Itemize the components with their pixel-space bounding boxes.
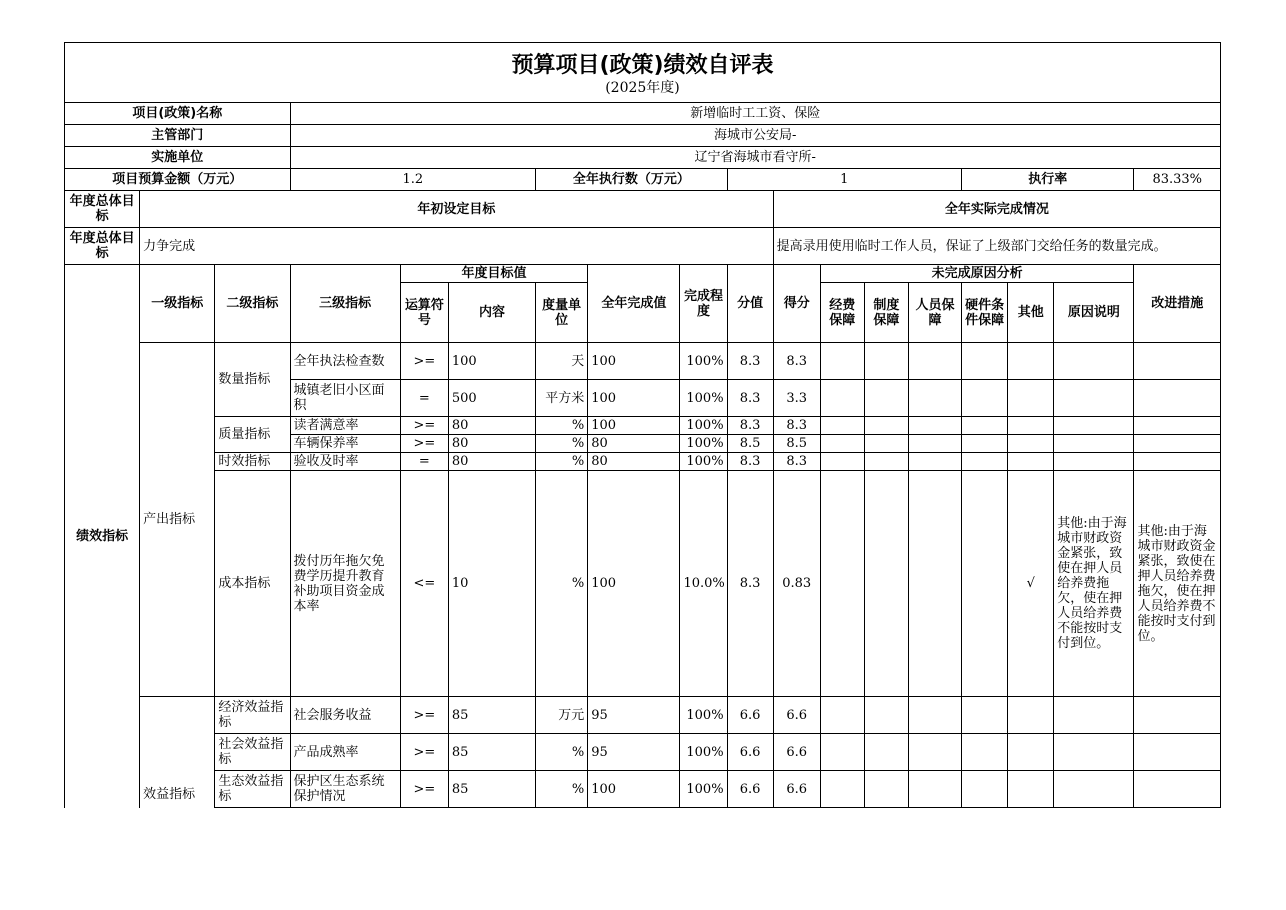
- cell-funding: [820, 343, 864, 380]
- cell-hardware: [962, 471, 1008, 697]
- cell-actual: 80: [588, 435, 680, 453]
- table-row: [65, 471, 1221, 697]
- header-level1: 一级指标: [140, 265, 215, 343]
- header-funding: 经费保障: [820, 283, 864, 343]
- goal-actual-text: 提高录用使用临时工作人员，保证了上级部门交给任务的数量完成。: [773, 228, 1220, 265]
- cell-level2: 经济效益指标: [215, 697, 290, 734]
- cell-funding: [820, 380, 864, 417]
- cell-measures: [1134, 771, 1221, 808]
- cell-completion: 100%: [680, 417, 727, 435]
- cell-system: [864, 435, 908, 453]
- cell-level3: 验收及时率: [290, 453, 400, 471]
- cell-level2: 社会效益指标: [215, 734, 290, 771]
- cell-value: 6.6: [727, 771, 773, 808]
- header-operator: 运算符号: [400, 283, 448, 343]
- section-label: 绩效指标: [65, 265, 140, 808]
- cell-reason: [1054, 697, 1134, 734]
- project-name-value: 新增临时工工资、保险: [290, 103, 1220, 125]
- header-reason-group: 未完成原因分析: [820, 265, 1134, 283]
- cell-content: 85: [448, 734, 535, 771]
- cell-level3: 社会服务收益: [290, 697, 400, 734]
- header-hardware: 硬件条件保障: [962, 283, 1008, 343]
- cell-unit: %: [536, 734, 588, 771]
- header-reason: 原因说明: [1054, 283, 1134, 343]
- cell-measures: [1134, 380, 1221, 417]
- cell-completion: 100%: [680, 734, 727, 771]
- cell-completion: 100%: [680, 771, 727, 808]
- cell-staff: [908, 771, 961, 808]
- cell-operator: >=: [400, 771, 448, 808]
- cell-operator: >=: [400, 435, 448, 453]
- header-target-group: 年度目标值: [400, 265, 587, 283]
- cell-funding: [820, 471, 864, 697]
- cell-actual: 80: [588, 453, 680, 471]
- cell-other: [1008, 734, 1054, 771]
- cell-content: 100: [448, 343, 535, 380]
- cell-funding: [820, 453, 864, 471]
- table-row: [65, 417, 1221, 435]
- cell-staff: [908, 453, 961, 471]
- dept-value: 海城市公安局-: [290, 125, 1220, 147]
- cell-value: 8.5: [727, 435, 773, 453]
- cell-actual: 100: [588, 417, 680, 435]
- budget-value: 1.2: [290, 169, 536, 191]
- cell-other: √: [1008, 471, 1054, 697]
- cell-hardware: [962, 734, 1008, 771]
- cell-operator: >=: [400, 343, 448, 380]
- cell-measures: [1134, 343, 1221, 380]
- cell-level3: 保护区生态系统保护情况: [290, 771, 400, 808]
- cell-reason: [1054, 417, 1134, 435]
- cell-unit: 万元: [536, 697, 588, 734]
- cell-score: 0.83: [773, 471, 820, 697]
- cell-funding: [820, 771, 864, 808]
- goal-label: 年度总体目标: [65, 228, 140, 265]
- cell-value: 8.3: [727, 343, 773, 380]
- cell-completion: 100%: [680, 697, 727, 734]
- cell-value: 6.6: [727, 697, 773, 734]
- goal-initial-text: 力争完成: [140, 228, 773, 265]
- cell-hardware: [962, 697, 1008, 734]
- cell-reason: [1054, 453, 1134, 471]
- cell-value: 6.6: [727, 734, 773, 771]
- cell-content: 10: [448, 471, 535, 697]
- cell-completion: 100%: [680, 435, 727, 453]
- cell-content: 80: [448, 453, 535, 471]
- evaluation-table: [64, 42, 1221, 808]
- cell-score: 8.3: [773, 453, 820, 471]
- cell-unit: %: [536, 435, 588, 453]
- cell-operator: =: [400, 380, 448, 417]
- cell-score: 8.5: [773, 435, 820, 453]
- cell-measures: [1134, 417, 1221, 435]
- header-staff: 人员保障: [908, 283, 961, 343]
- header-score-value: 分值: [727, 265, 773, 343]
- cell-operator: >=: [400, 697, 448, 734]
- unit-label: 实施单位: [65, 147, 291, 169]
- performance-evaluation-sheet: [64, 42, 1221, 808]
- cell-measures: [1134, 435, 1221, 453]
- level1-benefit: 效益指标: [140, 697, 215, 808]
- cell-staff: [908, 697, 961, 734]
- cell-staff: [908, 343, 961, 380]
- cell-level3: 全年执法检查数: [290, 343, 400, 380]
- cell-level3: 拨付历年拖欠免费学历提升教育补助项目资金成本率: [290, 471, 400, 697]
- header-other: 其他: [1008, 283, 1054, 343]
- cell-completion: 100%: [680, 453, 727, 471]
- cell-system: [864, 771, 908, 808]
- level2-quantity: 数量指标: [215, 343, 290, 417]
- cell-actual: 100: [588, 343, 680, 380]
- cell-unit: %: [536, 453, 588, 471]
- rate-value: 83.33%: [1134, 169, 1221, 191]
- cell-reason: [1054, 380, 1134, 417]
- table-row: [65, 343, 1221, 380]
- cell-measures: [1134, 453, 1221, 471]
- cell-completion: 100%: [680, 343, 727, 380]
- goal-label: 年度总体目标: [65, 191, 140, 228]
- table-row: [65, 734, 1221, 771]
- cell-score: 8.3: [773, 417, 820, 435]
- cell-actual: 100: [588, 771, 680, 808]
- cell-reason: [1054, 734, 1134, 771]
- cell-staff: [908, 471, 961, 697]
- page-title: 预算项目(政策)绩效自评表: [511, 52, 774, 78]
- cell-content: 500: [448, 380, 535, 417]
- goal-actual-header: 全年实际完成情况: [773, 191, 1220, 228]
- cell-unit: 平方米: [536, 380, 588, 417]
- cell-system: [864, 697, 908, 734]
- cell-system: [864, 380, 908, 417]
- cell-score: 6.6: [773, 771, 820, 808]
- cell-operator: >=: [400, 417, 448, 435]
- cell-system: [864, 453, 908, 471]
- cell-level3: 城镇老旧小区面积: [290, 380, 400, 417]
- header-score: 得分: [773, 265, 820, 343]
- cell-level3: 读者满意率: [290, 417, 400, 435]
- cell-actual: 95: [588, 734, 680, 771]
- cell-actual: 95: [588, 697, 680, 734]
- cell-other: [1008, 380, 1054, 417]
- cell-hardware: [962, 380, 1008, 417]
- cell-other: [1008, 343, 1054, 380]
- cell-reason: 其他:由于海城市财政资金紧张，致使在押人员给养费拖欠，使在押人员给养费不能按时支付到位。: [1054, 471, 1134, 697]
- cell-staff: [908, 734, 961, 771]
- cell-unit: %: [536, 417, 588, 435]
- cell-measures: 其他:由于海城市财政资金紧张，致使在押人员给养费拖欠，使在押人员给养费不能按时支付到位。: [1134, 471, 1221, 697]
- cell-funding: [820, 435, 864, 453]
- cell-staff: [908, 435, 961, 453]
- cell-unit: %: [536, 471, 588, 697]
- cell-funding: [820, 417, 864, 435]
- cell-operator: >=: [400, 734, 448, 771]
- table-row: [65, 697, 1221, 734]
- cell-measures: [1134, 734, 1221, 771]
- cell-level3: 车辆保养率: [290, 435, 400, 453]
- cell-funding: [820, 734, 864, 771]
- cell-completion: 100%: [680, 380, 727, 417]
- cell-reason: [1054, 771, 1134, 808]
- cell-value: 8.3: [727, 417, 773, 435]
- cell-hardware: [962, 417, 1008, 435]
- header-measures: 改进措施: [1134, 265, 1221, 343]
- level1-output: 产出指标: [140, 343, 215, 697]
- exec-value: 1: [727, 169, 962, 191]
- budget-label: 项目预算金额（万元）: [65, 169, 291, 191]
- cell-content: 80: [448, 417, 535, 435]
- cell-other: [1008, 697, 1054, 734]
- cell-other: [1008, 435, 1054, 453]
- header-completion: 完成程度: [680, 265, 727, 343]
- cell-system: [864, 417, 908, 435]
- cell-content: 85: [448, 771, 535, 808]
- cell-hardware: [962, 453, 1008, 471]
- cell-other: [1008, 417, 1054, 435]
- level2-quality: 质量指标: [215, 417, 290, 453]
- cell-system: [864, 471, 908, 697]
- cell-unit: %: [536, 771, 588, 808]
- cell-completion: 10.0%: [680, 471, 727, 697]
- cell-content: 80: [448, 435, 535, 453]
- cell-staff: [908, 417, 961, 435]
- cell-hardware: [962, 343, 1008, 380]
- table-row: [65, 453, 1221, 471]
- cell-actual: 100: [588, 380, 680, 417]
- header-level2: 二级指标: [215, 265, 290, 343]
- cell-staff: [908, 380, 961, 417]
- cell-hardware: [962, 435, 1008, 453]
- goal-initial-header: 年初设定目标: [140, 191, 773, 228]
- dept-label: 主管部门: [65, 125, 291, 147]
- cell-reason: [1054, 343, 1134, 380]
- header-level3: 三级指标: [290, 265, 400, 343]
- cell-operator: =: [400, 453, 448, 471]
- unit-value: 辽宁省海城市看守所-: [290, 147, 1220, 169]
- level2-cost: 成本指标: [215, 471, 290, 697]
- cell-system: [864, 343, 908, 380]
- title-cell: [65, 43, 1221, 103]
- project-name-label: 项目(政策)名称: [65, 103, 291, 125]
- cell-score: 6.6: [773, 697, 820, 734]
- cell-score: 3.3: [773, 380, 820, 417]
- cell-content: 85: [448, 697, 535, 734]
- header-actual: 全年完成值: [588, 265, 680, 343]
- header-content: 内容: [448, 283, 535, 343]
- table-row: [65, 771, 1221, 808]
- cell-value: 8.3: [727, 453, 773, 471]
- cell-other: [1008, 453, 1054, 471]
- exec-label: 全年执行数（万元）: [536, 169, 727, 191]
- cell-measures: [1134, 697, 1221, 734]
- cell-actual: 100: [588, 471, 680, 697]
- rate-label: 执行率: [962, 169, 1134, 191]
- cell-other: [1008, 771, 1054, 808]
- header-unit: 度量单位: [536, 283, 588, 343]
- cell-hardware: [962, 771, 1008, 808]
- cell-score: 8.3: [773, 343, 820, 380]
- cell-system: [864, 734, 908, 771]
- cell-level3: 产品成熟率: [290, 734, 400, 771]
- cell-funding: [820, 697, 864, 734]
- cell-operator: <=: [400, 471, 448, 697]
- level2-time: 时效指标: [215, 453, 290, 471]
- cell-unit: 天: [536, 343, 588, 380]
- header-system: 制度保障: [864, 283, 908, 343]
- cell-score: 6.6: [773, 734, 820, 771]
- page-subtitle: (2025年度): [605, 79, 680, 96]
- cell-reason: [1054, 435, 1134, 453]
- cell-value: 8.3: [727, 380, 773, 417]
- cell-value: 8.3: [727, 471, 773, 697]
- cell-level2: 生态效益指标: [215, 771, 290, 808]
